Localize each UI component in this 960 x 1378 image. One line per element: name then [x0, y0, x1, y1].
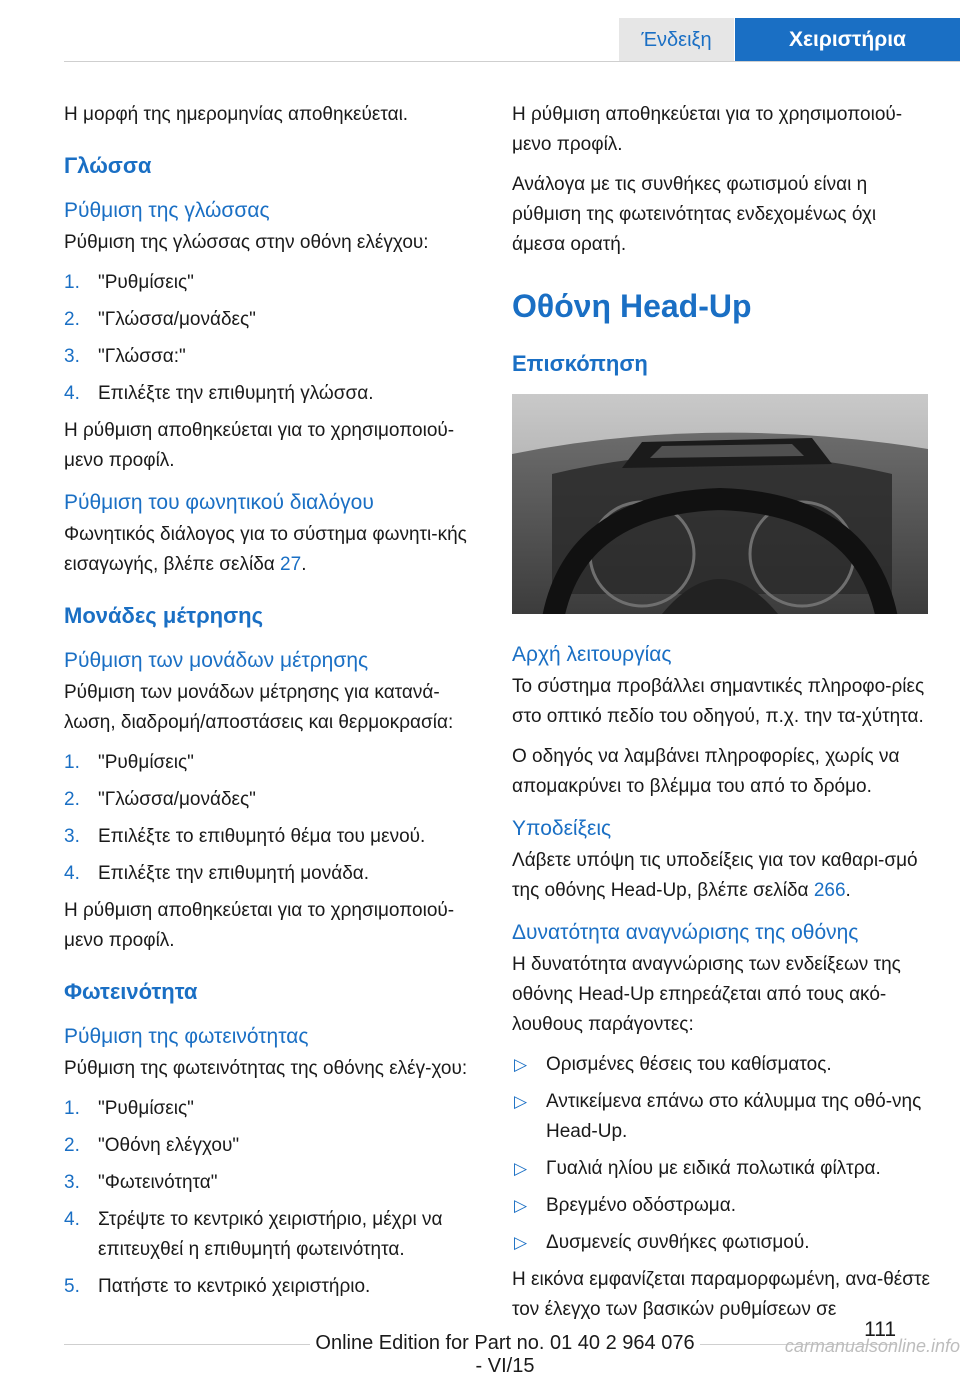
list-item: 1. "Ρυθμίσεις" — [64, 752, 194, 773]
triangle-bullet-icon: ▷ — [514, 1233, 528, 1252]
brightness-note: Η ρύθμιση αποθηκεύεται για το χρησιμοποιού-μενο προφίλ. — [512, 104, 903, 155]
language-steps — [64, 268, 484, 409]
brightness-steps — [64, 1094, 484, 1302]
section-title-overview: Επισκόπηση — [512, 351, 648, 376]
visibility-desc: Η δυνατότητα αναγνώρισης των ενδείξεων της οθόνης Head-Up επηρεάζεται από τους ακό-λουθους παράγοντες: — [512, 954, 901, 1035]
language-desc: Ρύθμιση της γλώσσας στην οθόνη ελέγχου: — [64, 232, 429, 253]
language-note: Η ρύθμιση αποθηκεύεται για το χρησιμοποιού-μενο προφίλ. — [64, 420, 455, 471]
hints-text: Λάβετε υπόψη τις υποδείξεις για τον καθαρι-σμό της οθόνης Head-Up, βλέπε σελίδα 266. — [512, 850, 918, 901]
triangle-bullet-icon: ▷ — [514, 1196, 528, 1215]
list-item: ▷ Βρεγμένο οδόστρωμα. — [512, 1191, 932, 1221]
subtitle-brightness-setting: Ρύθμιση της φωτεινότητας — [64, 1025, 309, 1048]
list-item: ▷ Ορισμένες θέσεις του καθίσματος. — [512, 1050, 932, 1080]
list-item: 2. "Γλώσσα/μονάδες" — [64, 789, 256, 810]
brightness-visibility-note: Ανάλογα με τις συνθήκες φωτισμού είναι η ρύθμιση της φωτεινότητας ενδεχομένως όχι άμεσα ορατή. — [512, 174, 877, 255]
list-item: 3. Επιλέξτε το επιθυμητό θέμα του μενού. — [64, 826, 426, 847]
subtitle-voice-dialog: Ρύθμιση του φωνητικού διαλόγου — [64, 491, 374, 514]
intro-text: Η μορφή της ημερομηνίας αποθηκεύεται. — [64, 104, 409, 125]
tab-display[interactable]: Ένδειξη — [619, 18, 734, 62]
subtitle-hints: Υποδείξεις — [512, 817, 612, 840]
edition-info: Online Edition for Part no. 01 40 2 964 076 - VI/15 — [310, 1332, 700, 1378]
visibility-tail: Η εικόνα εμφανίζεται παραμορφωμένη, ανα-θέστε τον έλεγχο των βασικών ρυθμίσεων σε — [512, 1269, 930, 1320]
principle-p1: Το σύστημα προβάλλει σημαντικές πληροφο-ρίες στο οπτικό πεδίο του οδηγού, π.χ. την τα-χύτητα. — [512, 676, 925, 727]
chapter-title-head-up: Οθόνη Head-Up — [512, 288, 752, 324]
page-link-27[interactable]: 27 — [280, 554, 302, 575]
units-steps — [64, 748, 484, 889]
list-item: 1. "Ρυθμίσεις" — [64, 272, 194, 293]
subtitle-units-setting: Ρύθμιση των μονάδων μέτρησης — [64, 649, 369, 672]
triangle-bullet-icon: ▷ — [514, 1159, 528, 1178]
header-divider — [64, 61, 960, 62]
triangle-bullet-icon: ▷ — [514, 1055, 528, 1074]
subtitle-language-setting: Ρύθμιση της γλώσσας — [64, 199, 270, 222]
triangle-bullet-icon: ▷ — [514, 1092, 528, 1111]
list-item: ▷ Γυαλιά ηλίου με ειδικά πολωτικά φίλτρα. — [512, 1154, 932, 1184]
list-item: 2. "Οθόνη ελέγχου" — [64, 1135, 240, 1156]
list-item: 3. "Γλώσσα:" — [64, 346, 186, 367]
voice-text: Φωνητικός διάλογος για το σύστημα φωνητι-κής εισαγωγής, βλέπε σελίδα 27. — [64, 524, 467, 575]
units-desc: Ρύθμιση των μονάδων μέτρησης για κατανά-λωση, διαδρομή/αποστάσεις και θερμοκρασία: — [64, 682, 454, 733]
section-title-brightness: Φωτεινότητα — [64, 979, 198, 1004]
section-title-language: Γλώσσα — [64, 153, 152, 178]
page-link-266[interactable]: 266 — [813, 880, 846, 901]
head-up-display-photo — [512, 394, 928, 614]
left-column — [64, 100, 484, 1309]
page-number: 111 — [864, 1318, 896, 1341]
visibility-bullets — [512, 1050, 932, 1258]
right-column — [512, 100, 932, 1335]
section-title-units: Μονάδες μέτρησης — [64, 603, 264, 628]
subtitle-principle: Αρχή λειτουργίας — [512, 643, 672, 666]
list-item: ▷ Αντικείμενα επάνω στο κάλυμμα της οθό-νης Head-Up. — [512, 1087, 932, 1147]
units-note: Η ρύθμιση αποθηκεύεται για το χρησιμοποιού-μενο προφίλ. — [64, 900, 455, 951]
list-item: 2. "Γλώσσα/μονάδες" — [64, 309, 256, 330]
subtitle-visibility: Δυνατότητα αναγνώρισης της οθόνης — [512, 921, 859, 944]
brightness-desc: Ρύθμιση της φωτεινότητας της οθόνης ελέγ-χου: — [64, 1058, 468, 1079]
tab-controls[interactable]: Χειριστήρια — [735, 18, 960, 62]
watermark: carmanualsonline.info — [784, 1336, 960, 1356]
list-item: 4. Στρέψτε το κεντρικό χειριστήριο, μέχρι να επιτευχθεί η επιθυμητή φωτεινότητα. — [64, 1209, 443, 1260]
list-item: 4. Επιλέξτε την επιθυμητή μονάδα. — [64, 863, 370, 884]
list-item: ▷ Δυσμενείς συνθήκες φωτισμού. — [512, 1228, 932, 1258]
principle-p2: Ο οδηγός να λαμβάνει πληροφορίες, χωρίς να απομακρύνει το βλέμμα του από το δρόμο. — [512, 746, 900, 797]
list-item: 5. Πατήστε το κεντρικό χειριστήριο. — [64, 1276, 371, 1297]
list-item: 1. "Ρυθμίσεις" — [64, 1098, 194, 1119]
list-item: 4. Επιλέξτε την επιθυμητή γλώσσα. — [64, 383, 374, 404]
list-item: 3. "Φωτεινότητα" — [64, 1172, 218, 1193]
